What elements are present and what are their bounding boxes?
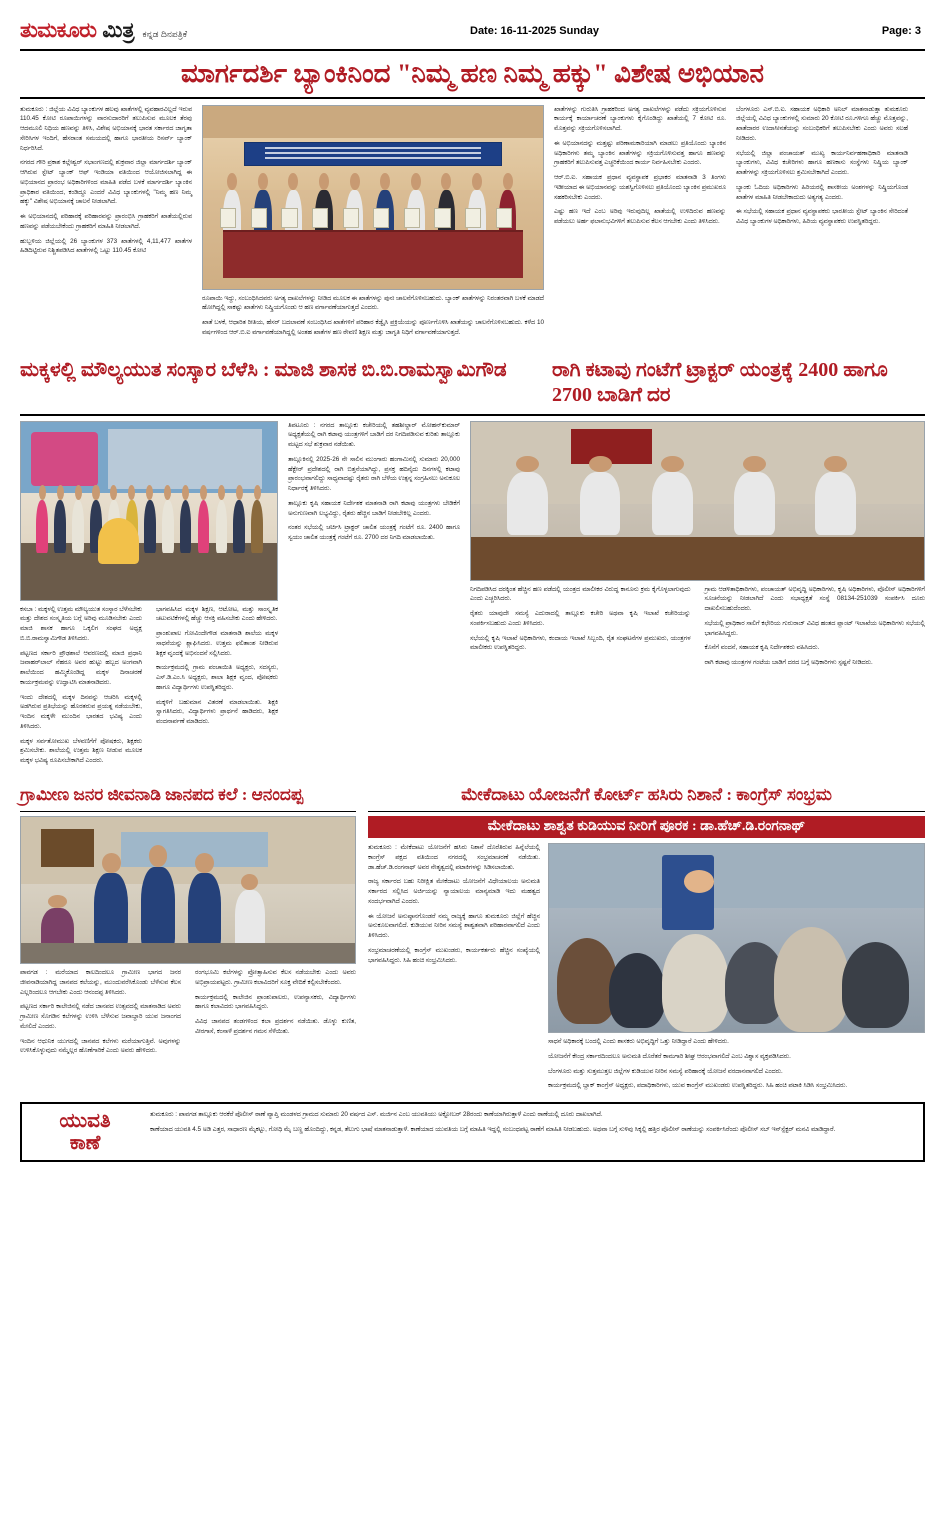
story5-photo bbox=[548, 843, 925, 1033]
divider-mid bbox=[20, 414, 925, 416]
story3-headline: ರಾಗಿ ಕಟಾವು ಗಂಟೆಗೆ ಟ್ರಾಕ್ಟರ್ ಯಂತ್ರಕ್ಕೆ 2400 ಹಾಗೂ 2700 ಬಾಡಿಗೆ ದರ bbox=[552, 358, 888, 406]
masthead bbox=[20, 18, 925, 51]
story3-paragraph: ರಾಗಿ ಕಟಾವು ಯಂತ್ರಗಳ ಗಂಟೆಯ ಬಾಡಿಗೆ ದರದ ಬಗ್ಗೆ ಅಧಿಕಾರಿಗಳು ಸ್ಪಷ್ಟನೆ ನೀಡಿದರು. bbox=[704, 659, 873, 666]
story4-paragraph: ಕಾರ್ಯಕ್ರಮದಲ್ಲಿ ಕಾಲೇಜಿನ ಪ್ರಾಂಶುಪಾಲರು, ಉಪನ್ಯಾಸಕರು, ವಿದ್ಯಾರ್ಥಿಗಳು ಹಾಗೂ ಕಲಾವಿದರು ಭಾಗವಹಿಸಿದ್ದರು. bbox=[195, 993, 356, 1011]
divider-under-lead-headline bbox=[20, 97, 925, 99]
box-text bbox=[150, 1110, 915, 1154]
story2-paragraph: ಭಾಗವಹಿಸಿದ ಮಕ್ಕಳ ಶಿಕ್ಷಣ, ಆಟೋಟ, ಮತ್ತು ಸಾಂಸ್ಕೃತಿಕ ಚಟುವಟಿಕೆಗಳಲ್ಲಿ ಹೆಚ್ಚು ಆಸಕ್ತಿ ವಹಿಸಬೇಕು ಎಂದು ಹೇಳಿದರು. bbox=[156, 605, 278, 623]
lead-col-2 bbox=[202, 105, 544, 343]
story5-block bbox=[368, 777, 925, 1096]
divider-story5 bbox=[368, 811, 925, 812]
box-label-line2: ಕಾಣೆ bbox=[69, 1132, 101, 1154]
lead-paragraph: ಎಷ್ಟು ಹಣ ಇದೆ ಎಂಬ ಅರಿವು ಇರುವುದಿಲ್ಲ ಖಾತೆಯಲ್ಲಿ ಉಳಿದಿರುವ ಹಣವನ್ನು ಪಡೆಯಲು ಅರ್ಹ ಫಲಾನುಭವಿಗಳಿಗೆ ತಲುಪಿಸುವ ಕೆಲಸ ಆಗಬೇಕು ಎಂದು ತಿಳಿಸಿದರು. bbox=[554, 208, 726, 225]
lead-paragraph: ನಗರದ ಗೌರಿ ಪ್ರಕಾಶ ಕಲ್ಲೇಶ್ವರ್ ಸಭಾಂಗಣದಲ್ಲಿ ಶುಕ್ರವಾರ ಜಿಲ್ಲಾ ಮಾರ್ಗದರ್ಶಿ ಬ್ಯಾಂಕ್ ಆಗಿರುವ ಸ್ಟೇಟ್ ಬ್ಯಾಂಕ್ ಆಫ್ ಇಂಡಿಯಾ ವತಿಯಿಂದ ಆಯೋಜಿಸಲಾಗಿದ್ದ ಈ ಅಭಿಯಾನದ ಪ್ರಾರಂಭ ಅಧಿಕಾರಿಗಳಿಂದ ಮಾಹಿತಿ ಪಡೆದ ಬಳಕೆ ಮಾರ್ಗದರ್ಶಿ ಬ್ಯಾಂಕಿನ ಪ್ರಾಧಿಕಾರ ವತಿಯಿಂದ, ಕಂಡಿದ್ದೂ ಎಂದರೆ ವಿವಿಧ ಬ್ಯಾಂಕುಗಳಲ್ಲಿ "ನಿಮ್ಮ ಹಣ ನಿಮ್ಮ ಹಕ್ಕು" ವಿಶೇಷ ಅಭಿಯಾನಕ್ಕೆ ಚಾಲನೆ ನೀಡಲಾಗಿದೆ. bbox=[20, 159, 192, 206]
lead-paragraph: ಆರ್.ಬಿ.ಐ. ಸಹಾಯಕ ಪ್ರಧಾನ ವ್ಯವಸ್ಥಾಪಕ ಪ್ರಭಾಕರ ಮಾತನಾಡಿ 3 ತಿಂಗಳು ಇಡೀಯಾದ ಈ ಅಭಿಯಾನವನ್ನು ಯಶಸ್ವಿಗೊಳಿಸಲು ಪ್ರತಿಯೊಂದು ಬ್ಯಾಂಕಿನ ಪ್ರಮುಖರೂ ಸಹಕರಿಸಬೇಕು ಎಂದರು. bbox=[554, 174, 726, 201]
story6-paragraph: ಕಾಣೆಯಾದ ಯುವತಿ 4.5 ಅಡಿ ಎತ್ತರ, ಸಾಧಾರಣ ಮೈಕಟ್ಟು, ಗೋಧಿ ಮೈ ಬಣ್ಣ ಹೊಂದಿದ್ದು, ಕನ್ನಡ, ತೆಲುಗು ಭಾಷೆ ಮಾತನಾಡುತ್ತಾಳೆ. ಕಾಣೆಯಾದ ಯುವತಿಯ ಬಗ್ಗೆ ಮಾಹಿತಿ ಇದ್ದಲ್ಲಿ ಸಂಬಂಧಪಟ್ಟ ಠಾಣೆಗೆ ಮಾಹಿತಿ ನೀಡಬಹುದು. ಅಥವಾ ಬಗ್ಗೆ ಸುಳಿವು ಸಿಕ್ಕಲ್ಲಿ ಹತ್ತಿರ ಪೊಲೀಸ್ ಠಾಣೆಯನ್ನು ಸಂಪರ್ಕಿಸಿರೆಂದು ಪೊಲೀಸ್ ಸಬ್ ಇನ್‌ಸ್ಪೆಕ್ಟರ್ ಮನವಿ ಮಾಡಿದ್ದಾರೆ. bbox=[150, 1125, 836, 1133]
story3-paragraph: ಗ್ರಾಮ ಆಡಳಿತಾಧಿಕಾರಿಗಳು, ಪಂಚಾಯತ್ ಅಭಿವೃದ್ಧಿ ಅಧಿಕಾರಿಗಳು, ಕೃಷಿ ಅಧಿಕಾರಿಗಳು, ಪೊಲೀಸ್ ಅಧಿಕಾರಿಗಳಿಗೆ ಸೂಚನೆಯನ್ನು ನೀಡಲಾಗಿದೆ ಎಂದು ಸಭಾಧ್ಯಕ್ಷತೆ ಸಂಸ್ಥೆ 08134-251039 ಸಂಪರ್ಕಿಸಿ ದೂರು ದಾಖಲಿಸಬಹುದೆಂದರು. bbox=[704, 585, 925, 612]
story5-paragraph: ಬೆಂಗಳೂರು ಮತ್ತು ಸುತ್ತಮುತ್ತಲ ಜಿಲ್ಲೆಗಳ ಕುಡಿಯುವ ನೀರಿನ ಸಮಸ್ಯೆ ಪರಿಹಾರಕ್ಕೆ ಯೋಜನೆ ವರದಾನವಾಗಲಿದೆ ಎಂದರು. bbox=[548, 1067, 783, 1075]
story4-paragraph: ಪಟ್ಟಣದ ಸರ್ಕಾರಿ ಕಾಲೇಜಿನಲ್ಲಿ ನಡೆದ ಜಾನಪದ ಉತ್ಸವದಲ್ಲಿ ಮಾತನಾಡಿದ ಅವರು ಗ್ರಾಮೀಣ ಸೊಗಡಿನ ಕಲೆಗಳನ್ನು ಉಳಿಸಿ ಬೆಳೆಸುವ ಜವಾಬ್ದಾರಿ ಯುವ ಜನಾಂಗದ ಮೇಲಿದೆ ಎಂದರು. bbox=[20, 1003, 181, 1030]
lead-paragraph: ಈ ಅಭಿಯಾನದಲ್ಲಿ ಪರಿಹಾರಕ್ಕೆ ಪರಿಹಾರವನ್ನು ಪ್ರಾರಂಭಿಸಿ ಗ್ರಾಹಕರಿಗೆ ಖಾತೆಯಲ್ಲಿರುವ ಹಣವನ್ನು ಪಡೆಯಬೇಕೆಂದು ಗ್ರಾಹಕರಿಗೆ ಮಾಹಿತಿ ನೀಡಲಾಗಿದೆ. bbox=[20, 213, 192, 230]
story5-paragraph: ಯೋಜನೆಗೆ ಕೇಂದ್ರ ಸರ್ಕಾರದಿಂದಲೂ ಅನುಮತಿ ದೊರೆತರೆ ಕಾಮಗಾರಿ ಶೀಘ್ರ ಆರಂಭವಾಗಲಿದೆ ಎಂಬ ವಿಶ್ವಾಸ ವ್ಯಕ್ತಪಡಿಸಿದರು. bbox=[548, 1052, 791, 1060]
story5-col-1 bbox=[368, 843, 540, 1096]
lead-paragraph: ರೂಪಾಯಿ ಇದ್ದು, ಸಂಬಂಧಿಸಿದವರು ಅಗತ್ಯ ದಾಖಲೆಗಳನ್ನು ನೀಡಿದ ಮೂಲಕ ಈ ಖಾತೆಗಳನ್ನು ಪುನಃ ಚಾಲನೆಗೊಳಿಸಬಹುದು. ಬ್ಯಾಂಕ್ ಖಾತೆಗಳನ್ನು ನಿರಂತರವಾಗಿ ಬಳಕೆ ಮಾಡದೆ ಹೋಗಿದ್ದಲ್ಲಿ ಸಾಕಷ್ಟು ಖಾತೆಗಳು ನಿಷ್ಕ್ರಿಯಗೊಂಡು ಆ ಹಣ ವರ್ಗಾವಣೆಯಾಗುತ್ತದೆ ಎಂದರು. bbox=[202, 294, 544, 312]
publication-date: Date: 16-11-2025 Sunday bbox=[470, 24, 600, 37]
story2-paragraph: ಕಾರ್ಯಕ್ರಮದಲ್ಲಿ ಗ್ರಾಮ ಪಂಚಾಯಿತಿ ಅಧ್ಯಕ್ಷರು, ಸದಸ್ಯರು, ಎಸ್.ಡಿ.ಎಂ.ಸಿ ಅಧ್ಯಕ್ಷರು, ಶಾಲಾ ಶಿಕ್ಷಕ ವೃಂದ, ಪೋಷಕರು ಹಾಗೂ ವಿದ್ಯಾರ್ಥಿಗಳು ಉಪಸ್ಥಿತರಿದ್ದರು. bbox=[156, 664, 278, 691]
lead-paragraph: ಈ ಸಭೆಯಲ್ಲಿ ಸಹಾಯಕ ಪ್ರಧಾನ ವ್ಯವಸ್ಥಾಪಕರು ಭಾರತೀಯ ಸ್ಟೇಟ್ ಬ್ಯಾಂಕಿನ ಸೇರಿದಂತೆ ವಿವಿಧ ಬ್ಯಾಂಕುಗಳ ಅಧಿಕಾರಿಗಳು, ಹಿರಿಯ ವ್ಯವಸ್ಥಾಪಕರು ಉಪಸ್ಥಿತರಿದ್ದರು. bbox=[736, 208, 908, 225]
story4-paragraph: ರಂಗಭೂಮಿ ಕಲೆಗಳನ್ನು ಪ್ರೋತ್ಸಾಹಿಸುವ ಕೆಲಸ ನಡೆಯಬೇಕು ಎಂದು ಅವರು ಅಭಿಪ್ರಾಯಪಟ್ಟರು. ಗ್ರಾಮೀಣ ಕಲಾವಿದರಿಗೆ ಸೂಕ್ತ ವೇದಿಕೆ ಕಲ್ಪಿಸಬೇಕೆಂದರು. bbox=[195, 969, 356, 986]
story4-photo bbox=[20, 816, 356, 964]
story4-col-1 bbox=[20, 968, 185, 1061]
newspaper-logo bbox=[20, 18, 187, 43]
story3-paragraph: ನಂತರ ಸಭೆಯಲ್ಲಿ ಚರ್ಚಿಸಿ ಟ್ರಾಕ್ಟರ್ ಚಾಲಿತ ಯಂತ್ರಕ್ಕೆ ಗಂಟೆಗೆ ರೂ. 2400 ಹಾಗೂ ಸ್ವಯಂ ಚಾಲಿತ ಯಂತ್ರಕ್ಕೆ ಗಂಟೆಗೆ ರೂ. 2700 ದರ ನಿಗದಿ ಮಾಡಲಾಯಿತು. bbox=[288, 524, 460, 541]
story2-paragraph: ಕಸಬಾ : ಮಕ್ಕಳಲ್ಲಿ ಉತ್ತಮ ಮೌಲ್ಯಯುತ ಸಂಸ್ಕಾರ ಬೆಳೆಸಬೇಕು ಮತ್ತು ದೇಶದ ಸಂಸ್ಕೃತಿಯ ಬಗ್ಗೆ ಅರಿವು ಮೂಡಿಸಬೇಕು ಎಂದು ಮಾಜಿ ಶಾಸಕ ಹಾಗೂ ಒಕ್ಕಲಿಗ ಸಂಘದ ಅಧ್ಯಕ್ಷ ಬಿ.ಬಿ.ರಾಮಸ್ವಾಮಿಗೌಡ ತಿಳಿಸಿದರು. bbox=[20, 605, 143, 642]
story4-paragraph: ಇಂದಿನ ಆಧುನಿಕ ಯುಗದಲ್ಲಿ ಜಾನಪದ ಕಲೆಗಳು ಮರೆಯಾಗುತ್ತಿವೆ. ಅವುಗಳನ್ನು ಉಳಿಸಿಕೊಳ್ಳುವುದು ನಮ್ಮೆಲ್ಲರ ಹೊಣೆಗಾರಿಕೆ ಎಂದು ಅವರು ಹೇಳಿದರು. bbox=[20, 1037, 181, 1055]
story3-paragraph: ನಿಗದಿಪಡಿಸಿದ ದರಕ್ಕಿಂತ ಹೆಚ್ಚಿನ ಹಣ ಪಡೆದಲ್ಲಿ ಯಂತ್ರದ ಮಾಲೀಕರ ವಿರುದ್ಧ ಕಾನೂನು ಕ್ರಮ ಕೈಗೊಳ್ಳಲಾಗುವುದು ಎಂದು ಎಚ್ಚರಿಸಿದರು. bbox=[470, 585, 691, 603]
lead-story-columns bbox=[20, 105, 925, 343]
story5-subbanner: ಮೇಕೆದಾಟು ಶಾಶ್ವತ ಕುಡಿಯುವ ನೀರಿಗೆ ಪೂರಕ : ಡಾ.ಹೆಚ್.ಡಿ.ರಂಗನಾಥ್ bbox=[368, 816, 925, 838]
story5-paragraph: ರಾಜ್ಯ ಸರ್ಕಾರದ ಬಹು ನಿರೀಕ್ಷಿತ ಮೇಕೆದಾಟು ಯೋಜನೆಗೆ ವಿಧೇಯಾಲಯ ಅನುಮತಿ ಸರ್ಕಾರದ ಸಲ್ಲಿಸಿದ ಅರ್ಜಿಯನ್ನು ನ್ಯಾಯಾಲಯ ಮಾನ್ಯಮಾಡಿ ಇದು ಮಹತ್ವದ ಸಂದರ್ಭವಾಗಿದೆ ಎಂದರು. bbox=[368, 878, 540, 905]
story2-photo-col bbox=[20, 421, 278, 771]
story2-head-wrap bbox=[20, 351, 540, 414]
story5-headline: ಮೇಕೆದಾಟು ಯೋಜನೆಗೆ ಕೋರ್ಟ್ ಹಸಿರು ನಿಶಾನೆ : ಕಾಂಗ್ರೆಸ್ ಸಂಭ್ರಮ bbox=[461, 784, 832, 804]
story2-headline: ಮಕ್ಕಳಲ್ಲಿ ಮೌಲ್ಯಯುತ ಸಂಸ್ಕಾರ ಬೆಳೆಸಿ : ಮಾಜಿ ಶಾಸಕ ಬಿ.ಬಿ.ರಾಮಸ್ವಾಮಿಗೌಡ bbox=[20, 358, 507, 381]
lead-paragraph: ಹುಬ್ಬಳಿಯ ಜಿಲ್ಲೆಯಲ್ಲಿ 26 ಬ್ಯಾಂಕುಗಳ 373 ಖಾತೆಗಳಲ್ಲಿ 4,11,477 ಖಾತೆಗಳ ಹಿಡಿದಿಟ್ಟಿರುವ ನಿಶ್ಚಿತಪಡಿಸಿದ ಖಾತೆಗಳಲ್ಲಿ ಒಟ್ಟು 110.45 ಕೋಟಿ bbox=[20, 237, 192, 255]
story4-paragraph: ಪಾವಗಡ : ಮರೆಯಾದ ಕಾಲದಿಂದಲೂ ಗ್ರಾಮೀಣ ಭಾಗದ ಜನರ ಜೀವನಾಡಿಯಾಗಿದ್ದ ಜಾನಪದ ಕಲೆಯನ್ನು, ಮುಂದುವರೆಸಿಕೊಂಡು ಬೆಳೆಸುವ ಕೆಲಸ ಎಲ್ಲರಿಂದಲೂ ಆಗಬೇಕು ಎಂದು ಆನಂದಪ್ಪ ತಿಳಿಸಿದರು. bbox=[20, 969, 181, 996]
story2-photo bbox=[20, 421, 278, 601]
lead-paragraph: ಖಾತೆಗಳನ್ನು ಗುರುತಿಸಿ ಗ್ರಾಹಕರಿಂದ ಅಗತ್ಯ ದಾಖಲೆಗಳನ್ನು ಪಡೆದು ಸಕ್ರಿಯಗೊಳಿಸುವ ಕಾರ್ಯಕ್ಕೆ ಕಾರ್ಯಾಚರಣೆ ಬ್ಯಾಂಕುಗಳು ಕೈಗೊಂಡಿದ್ದು ಖಾತೆಯಲ್ಲಿ 7 ಕೋಟಿ ರೂ. ಮೊತ್ತವನ್ನು ಸಕ್ರಿಯಗೊಳಿಸಲಾಗಿದೆ. bbox=[554, 105, 726, 132]
story3-paragraph: ತಾಲ್ಲೂಕಿನಲ್ಲಿ 2025-26 ನೇ ಸಾಲಿನ ಮುಂಗಾರು ಹಂಗಾಮಿನಲ್ಲಿ ಸುಮಾರು 20,000 ಹೆಕ್ಟೇರ್ ಪ್ರದೇಶದಲ್ಲಿ ರಾಗಿ ಬಿತ್ತನೆಯಾಗಿದ್ದು, ಪ್ರಸಕ್ತ ಹದಿನೈದು ದಿನಗಳಲ್ಲಿ ಕಟಾವು ಪ್ರಾರಂಭವಾಗಲಿದ್ದು ಸಾಧ್ಯವಾದಷ್ಟು ರೈತರು ರಾಗಿ ಬೆಳೆಯ ಉತ್ಪನ್ನ ಸಂಗ್ರಹಿಸಲು ಅನುಕೂಲ ನಿರ್ಧಾರಕ್ಕೆ ತಿಳಿಸಿದರು. bbox=[288, 455, 460, 492]
story5-paragraph: ಸಂಭ್ರಮಾಚರಣೆಯಲ್ಲಿ ಕಾಂಗ್ರೆಸ್ ಮುಖಂಡರು, ಕಾರ್ಯಕರ್ತರು ಹೆಚ್ಚಿನ ಸಂಖ್ಯೆಯಲ್ಲಿ ಭಾಗವಹಿಸಿದ್ದರು. ಸಿಹಿ ಹಂಚಿ ಸಂಭ್ರಮಿಸಿದರು. bbox=[368, 946, 540, 964]
missing-person-box bbox=[20, 1102, 925, 1162]
lead-paragraph: ತುಮಕೂರು : ಜಿಲ್ಲೆಯ ವಿವಿಧ ಬ್ಯಾಂಕುಗಳ ಹಲವು ಖಾತೆಗಳಲ್ಲಿ ವ್ಯವಹಾರವಿಲ್ಲದೆ ಇರುವ 110.45 ಕೋಟಿ ರೂಪಾಯಿಗಳನ್ನು ವಾರಸುದಾರರಿಗೆ ತಲುಪಿಸುವ ಮೂಲಕ ತೆರವು ಆದಮೂಲಿ ನಿಧಿಯ ಹಣವನ್ನು ತಿಳಿಸಿ, ವಿಶೇಷ ಅಭಿಯಾನಕ್ಕೆ ಭಾರತ ಸರ್ಕಾರದ ಜಾಗೃತಾ ಸೇರಿಸಿಗಳ ಇಂದಿಗೆ, ಹೆಸರಾಂತ ಸಮಯದಲ್ಲಿ ಹಾಗೂ ಭಾರತೀಯ ರಿಸರ್ವ್ ಬ್ಯಾಂಕ್ ನಿರ್ಧರಿಸಿದೆ. bbox=[20, 105, 192, 152]
story5-paragraph: ತುಮಕೂರು : ಮೇಕೆದಾಟು ಯೋಜನೆಗೆ ಹಸಿರು ನಿಶಾನೆ ದೊರೆತಿರುವ ಹಿನ್ನೆಲೆಯಲ್ಲಿ ಕಾಂಗ್ರೆಸ್ ಪಕ್ಷದ ವತಿಯಿಂದ ನಗರದಲ್ಲಿ ಸಂಭ್ರಮಾಚರಣೆ ನಡೆಯಿತು. ಡಾ.ಹೆಚ್.ಡಿ.ರಂಗನಾಥ್ ಅವರ ನೇತೃತ್ವದಲ್ಲಿ ಪಟಾಕಿಗಳನ್ನು ಸಿಡಿಸಲಾಯಿತು. bbox=[368, 844, 540, 871]
lead-paragraph: ಸಭೆಯಲ್ಲಿ ಜಿಲ್ಲಾ ಪಂಚಾಯತ್ ಮುಖ್ಯ ಕಾರ್ಯನಿರ್ವಹಣಾಧಿಕಾರಿ ಮಾತನಾಡಿ ಬ್ಯಾಂಕುಗಳು, ವಿವಿಧ ಕಚೇರಿಗಳು ಹಾಗೂ ಹಣಕಾಸು ಸಂಸ್ಥೆಗಳು ನಿಷ್ಕ್ರಿಯ ಬ್ಯಾಂಕ್ ಖಾತೆಗಳನ್ನು ಸಕ್ರಿಯಗೊಳಿಸಲು ಶ್ರಮಿಸಬೇಕಾಗಿದೆ ಎಂದರು. bbox=[736, 149, 908, 176]
story2-paragraph: ಮಕ್ಕಳ ಸರ್ವತೋಮುಖ ಬೆಳವಣಿಗೆಗೆ ಪೋಷಕರು, ಶಿಕ್ಷಕರು ಶ್ರಮಿಸಬೇಕು. ಶಾಲೆಯಲ್ಲಿ ಉತ್ತಮ ಶಿಕ್ಷಣ ನೀಡುವ ಮೂಲಕ ಮಕ್ಕಳ ಭವಿಷ್ಯ ರೂಪಿಸಬೇಕಾಗಿದೆ ಎಂದರು. bbox=[20, 737, 142, 764]
lead-col-3 bbox=[554, 105, 726, 343]
logo-main-text: ತುಮಕೂರು bbox=[20, 18, 97, 42]
story5-paragraph: ಈ ಯೋಜನೆ ಅನುಷ್ಠಾನಗೊಂಡರೆ ನಮ್ಮ ರಾಜ್ಯಕ್ಕೆ ಹಾಗೂ ತುಮಕೂರು ಜಿಲ್ಲೆಗೆ ಹೆಚ್ಚಿನ ಅನುಕೂಲವಾಗಲಿದೆ. ಕುಡಿಯುವ ನೀರಿನ ಸಮಸ್ಯೆ ಶಾಶ್ವತವಾಗಿ ಪರಿಹಾರವಾಗಲಿದೆ ಎಂದು ತಿಳಿಸಿದರು. bbox=[368, 912, 540, 939]
story6-paragraph: ತುಮಕೂರು : ಪಾವಗಡ ತಾಲ್ಲೂಕು ಆರಕೆರೆ ಪೊಲೀಸ್ ಠಾಣೆ ವ್ಯಾಪ್ತಿ ಮಂಡಳದ ಗ್ರಾಮದ ಸುಮಾರು 20 ವರ್ಷದ ಎಸ್. ಮರ್ಜಿನ ಎಂಬ ಯುವತಿಯು ಅಕ್ಟೋಬರ್ 28ರಂದು ಕಾಣೆಯಾಗಿರುತ್ತಾಳೆ ಎಂದು ಠಾಣೆಯಲ್ಲಿ ದೂರು ದಾಖಲಾಗಿದೆ. bbox=[150, 1111, 603, 1118]
story5-right bbox=[548, 843, 925, 1096]
story2-paragraph: ಪ್ರಾಂಶುಪಾಲ ಗೋವಿಂದೇಗೌಡ ಮಾತನಾಡಿ ಶಾಲೆಯ ಮಕ್ಕಳ ಸಾಧನೆಯನ್ನು ಶ್ಲಾಘಿಸಿದರು. ಉತ್ತಮ ಫಲಿತಾಂಶ ನೀಡಿರುವ ಶಿಕ್ಷಕ ವೃಂದಕ್ಕೆ ಅಭಿನಂದನೆ ಸಲ್ಲಿಸಿದರು. bbox=[156, 630, 278, 657]
logo-tagline: ಕನ್ನಡ ದಿನಪತ್ರಿಕೆ bbox=[142, 29, 188, 39]
lead-photo bbox=[202, 105, 544, 290]
story3-paragraph: ರೈತರು ಯಾವುದೇ ಸಮಸ್ಯೆ ಎದುರಾದಲ್ಲಿ ತಾಲ್ಲೂಕು ಕಚೇರಿ ಅಥವಾ ಕೃಷಿ ಇಲಾಖೆ ಕಚೇರಿಯನ್ನು ಸಂಪರ್ಕಿಸಬಹುದು ಎಂದು ತಿಳಿಸಿದರು. bbox=[470, 610, 691, 627]
story3-col-2 bbox=[470, 585, 695, 673]
lead-col-1 bbox=[20, 105, 192, 343]
lead-paragraph: ಈ ಅಭಿಯಾನದನ್ನು ಮತ್ತಷ್ಟು ಪರಿಣಾಮಕಾರಿಯಾಗಿ ಮಾಡಲು ಪ್ರತಿಯೊಂದು ಬ್ಯಾಂಕಿನ ಅಧಿಕಾರಿಗಳು ತಮ್ಮ ಬ್ಯಾಂಕಿನ ಖಾತೆಗಳನ್ನು ಸಕ್ರಿಯಗೊಳಿಸುವತ್ತ ಹಾಗೂ ಹಣವನ್ನು ಗ್ರಾಹಕರಿಗೆ ತಲುಪಿಸುವತ್ತ ಎಚ್ಚರಿಕೆಯಿಂದ ಕಾರ್ಯ ನಿರ್ವಹಿಸಬೇಕು ಎಂದರು. bbox=[554, 139, 726, 167]
story5-content bbox=[368, 843, 925, 1096]
story2-paragraph: ಮಕ್ಕಳಿಗೆ ಬಹುಮಾನ ವಿತರಣೆ ಮಾಡಲಾಯಿತು. ಶಿಕ್ಷಕಿ ಸ್ವಾಗತಿಸಿದರು, ವಿದ್ಯಾರ್ಥಿಗಳು ಪ್ರಾರ್ಥನೆ ಹಾಡಿದರು, ಶಿಕ್ಷಕ ವಂದನಾರ್ಪಣೆ ಮಾಡಿದರು. bbox=[156, 698, 278, 725]
lower-section bbox=[20, 777, 925, 1096]
lead-col-4 bbox=[736, 105, 908, 343]
story2-paragraph: ಇಂದು ದೇಶದಲ್ಲಿ ಮಕ್ಕಳ ದಿನವನ್ನು ಆಚರಿಸಿ ಮಕ್ಕಳಲ್ಲಿ ಅಡಗಿರುವ ಪ್ರತಿಭೆಯನ್ನು ಹೊರತರುವ ಪ್ರಯತ್ನ ನಡೆಯಬೇಕು, ಇಂದಿನ ಮಕ್ಕಳೇ ಮುಂದಿನ ಭಾರತದ ಭವಿಷ್ಯ ಎಂದು ತಿಳಿಸಿದರು. bbox=[20, 693, 142, 730]
story3-col-3 bbox=[705, 585, 926, 673]
box-label-line1: ಯುವತಿ bbox=[59, 1110, 111, 1132]
story3-photo bbox=[470, 421, 925, 581]
lead-paragraph: ಬೆಂಗಳೂರು ಎಸ್.ಬಿ.ಐ. ಸಹಾಯಕ ಅಧಿಕಾರಿ ಅನಿಲ್ ಮಾತನಾಡುತ್ತಾ ತುಮಕೂರು ಜಿಲ್ಲೆಯಲ್ಲಿ ವಿವಿಧ ಬ್ಯಾಂಕುಗಳಲ್ಲಿ ಸುಮಾರು 20 ಕೋಟಿ ರೂ.ಗಳಿಗೂ ಹೆಚ್ಚು ಮೊತ್ತವನ್ನು, ಖಾತೆದಾರರ ಉದಾಸೀನತೆಯನ್ನು ಸಂಬಂಧಿಕರಿಗೆ ತಲುಪಿಸಬೇಕು ಎಂದು ಅವರು ಸಲಹೆ ನೀಡಿದರು. bbox=[736, 105, 908, 142]
page-number: Page: 3 bbox=[881, 24, 921, 37]
story4-headline: ಗ್ರಾಮೀಣ ಜನರ ಜೀವನಾಡಿ ಜಾನಪದ ಕಲೆ : ಆನಂದಪ್ಪ bbox=[20, 784, 304, 804]
lead-paragraph: ಬ್ಯಾಂಕು ಓದಿಯ ಅಧಿಕಾರಿಗಳು ಹಿರಿಯರಲ್ಲಿ ಶಾಸಕೀಯ ಅಂಶಗಳನ್ನು ನಿಷ್ಕ್ರಿಯಗೊಂಡ ಖಾತೆಗಳ ಮಾಹಿತಿ ನೀಡಬೇಕಾದುದು ಅತ್ಯಗತ್ಯ ಎಂದರು. bbox=[736, 183, 908, 201]
story4-col-2 bbox=[195, 968, 356, 1061]
story3-head-wrap bbox=[552, 351, 925, 414]
divider-story4 bbox=[20, 811, 356, 812]
story2-col-1 bbox=[20, 605, 146, 771]
story4-paragraph: ವಿವಿಧ ಜಾನಪದ ತಂಡಗಳಿಂದ ಕಲಾ ಪ್ರದರ್ಶನ ನಡೆಯಿತು. ಡೊಳ್ಳು ಕುಣಿತ, ವೀರಗಾಸೆ, ಕಂಸಾಳೆ ಪ್ರದರ್ಶನ ಗಮನ ಸೆಳೆಯಿತು. bbox=[195, 1018, 356, 1035]
story4-block bbox=[20, 777, 356, 1096]
story5-paragraph: ಸಾಧನೆ ಅಧಿಕಾರಕ್ಕೆ ಬಂದಲ್ಲಿ ಎಂದು ಶಾಸಕರು ಅಭಿವೃದ್ಧಿಗೆ ಒತ್ತು ನೀಡಿದ್ದಾರೆ ಎಂದು ಹೇಳಿದರು. bbox=[548, 1038, 729, 1045]
lead-headline: ಮಾರ್ಗದರ್ಶಿ ಬ್ಯಾಂಕಿನಿಂದ "ನಿಮ್ಮ ಹಣ ನಿಮ್ಮ ಹಕ್ಕು" ವಿಶೇಷ ಅಭಿಯಾನ bbox=[181, 59, 764, 88]
story3-paragraph: ತಾಲ್ಲೂಕು ಕೃಷಿ ಸಹಾಯಕ ನಿರ್ದೇಶಕ ಮಾತನಾಡಿ ರಾಗಿ ಕಟಾವು ಯಂತ್ರಗಳು ಬೇಡಿಕೆಗೆ ಅನುಗುಣವಾಗಿ ಲಭ್ಯವಿದ್ದು, ರೈತರು ಹೆಚ್ಚಿನ ಬಾಡಿಗೆ ನೀಡಬೇಕಿಲ್ಲ ಎಂದರು. bbox=[288, 499, 460, 517]
logo-secondary-text: ಮಿತ್ರ bbox=[102, 18, 135, 42]
story2-col-2 bbox=[156, 605, 278, 771]
story5-paragraph: ಕಾರ್ಯಕ್ರಮದಲ್ಲಿ ಬ್ಲಾಕ್ ಕಾಂಗ್ರೆಸ್ ಅಧ್ಯಕ್ಷರು, ಪದಾಧಿಕಾರಿಗಳು, ಯುವ ಕಾಂಗ್ರೆಸ್ ಮುಖಂಡರು ಉಪಸ್ಥಿತರಿದ್ದರು. ಸಿಹಿ ಹಂಚಿ ಪಟಾಕಿ ಸಿಡಿಸಿ ಸಂಭ್ರಮಿಸಿದರು. bbox=[548, 1082, 848, 1090]
story3-right-block bbox=[470, 421, 925, 771]
story3-col-1 bbox=[288, 421, 460, 771]
story2-paragraph: ಪಟ್ಟಣದ ಸರ್ಕಾರಿ ಪ್ರೌಢಶಾಲೆ ಆವರಣದಲ್ಲಿ ಮಾಜಿ ಪ್ರಧಾನಿ ಜವಾಹರ್‌ಲಾಲ್ ನೆಹರೂ ಅವರ ಹುಟ್ಟು ಹಬ್ಬದ ಅಂಗವಾಗಿ ಶಾಲೆಯಿಂದ ಹಮ್ಮಿಕೊಂಡಿದ್ದ ಮಕ್ಕಳ ದಿನಾಚರಣೆ ಕಾರ್ಯಕ್ರಮವನ್ನು ಉದ್ಘಾಟಿಸಿ ಮಾತನಾಡಿದರು. bbox=[20, 649, 142, 686]
lead-paragraph: ಖಾತೆ ಬಳಕೆ, ಆಧಾರಿತ ರೀತಿಯ, ಹೆಸರ್ ಬದಲಾವಣೆ ಸಂಬಂಧಿಸಿದ ಖಾತೆಗಳಿಗೆ ಪರಿಹಾರ ಕೆಡ್ವೈಸಿ ಪ್ರಕ್ರಿಯೆಯನ್ನು ಪೂರ್ಣಗೊಳಿಸಿ ಖಾತೆಯನ್ನು ಚಾಲನೆಗೊಳಿಸಬಹುದು. ಕಳೆದ 10 ವರ್ಷಗಳಿಂದ ಆರ್.ಬಿ.ಐ ವರ್ಗಾವಣೆಯಾಗಿದ್ದಲ್ಲಿ ಅಂತಹ ಖಾತೆಗಳ ಹಣ ಠೇವಣಿ ಶಿಕ್ಷಣ ಮತ್ತು ಜಾಗೃತಿ ನಿಧಿಗೆ ವರ್ಗಾವಣೆಯಾಗುತ್ತದೆ. bbox=[202, 319, 544, 336]
mid-columns bbox=[20, 421, 925, 771]
story3-paragraph: ತಿಪಟೂರು : ನಗರದ ತಾಲ್ಲೂಕು ಕಚೇರಿಯಲ್ಲಿ ತಹಶೀಲ್ದಾರ್ ಮೋಹನ್‌ಕುಮಾರ್ ಅಧ್ಯಕ್ಷತೆಯಲ್ಲಿ ರಾಗಿ ಕಟಾವು ಯಂತ್ರಗಳಿಗೆ ಬಾಡಿಗೆ ದರ ನಿಗದಿಪಡಿಸುವ ಕುರಿತು ತಾಲ್ಲೂಕು ಮಟ್ಟದ ಸಭೆ ಶುಕ್ರವಾರ ನಡೆಯಿತು. bbox=[288, 421, 460, 448]
box-label-wrap bbox=[30, 1110, 140, 1154]
mid-headline-row bbox=[20, 351, 925, 414]
story3-paragraph: ಕೊನೆಗೆ ವಂದನೆ, ಸಹಾಯಕ ಕೃಷಿ ನಿರ್ದೇಶಕರು ವಹಿಸಿದರು. bbox=[704, 644, 820, 652]
story3-paragraph: ಸಭೆಯಲ್ಲಿ ಕೃಷಿ ಇಲಾಖೆ ಅಧಿಕಾರಿಗಳು, ಕಂದಾಯ ಇಲಾಖೆ ಸಿಬ್ಬಂದಿ, ರೈತ ಸಂಘಟನೆಗಳ ಪ್ರಮುಖರು, ಯಂತ್ರಗಳ ಮಾಲೀಕರು ಉಪಸ್ಥಿತರಿದ್ದರು. bbox=[470, 634, 691, 652]
story3-paragraph: ಸಭೆಯಲ್ಲಿ ಪ್ರಾಧಿಕಾರ ಸಾಲಿಗೆ ಕಛೇರಿಯ ಗುರುರಾಜ್ ವಿವಿಧ ಹಂತದ ಪ್ಲಾಂಟ್ ಇಲಾಖೆಯ ಅಧಿಕಾರಿಗಳು ಸಭೆಯಲ್ಲಿ ಭಾಗವಹಿಸಿದ್ದರು. bbox=[704, 619, 925, 637]
